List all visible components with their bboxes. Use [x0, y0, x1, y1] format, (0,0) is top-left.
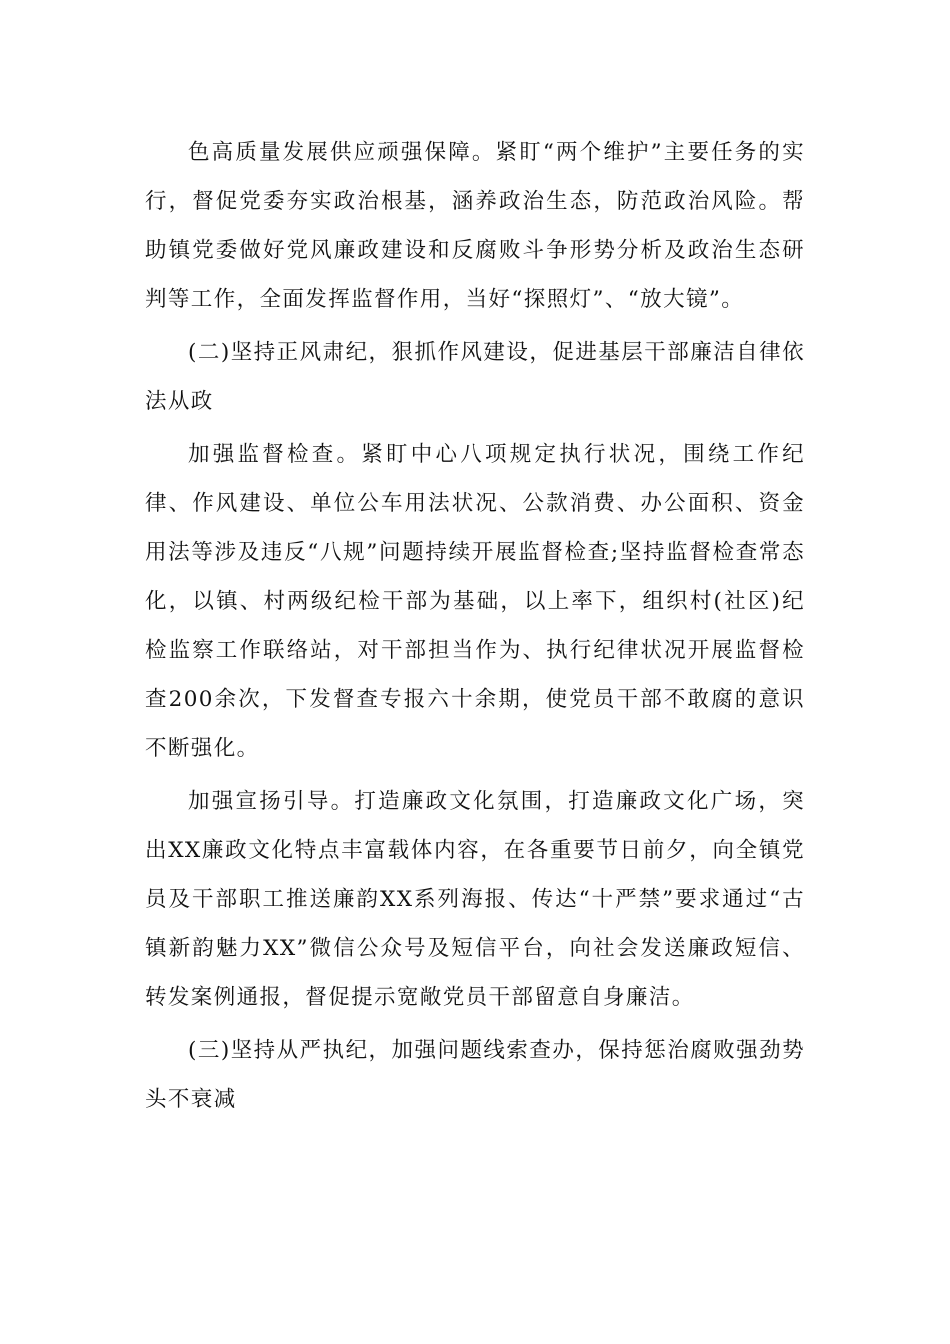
paragraph-supervision-inspection: 加强监督检查。紧盯中心八项规定执行状况，围绕工作纪律、作风建设、单位公车用法状况、公款消费、办公面积、资金用法等涉及违反“八规”问题持续开展监督检查;坚持监督检查常态化，以镇、村两级纪检干部为基础，以上率下，组织村(社区)纪检监察工作联络站，对干部担当作为、执行纪律状况开展监督检查200余次，下发督查专报六十余期，使党员干部不敢腐的意识不断强化。: [145, 442, 805, 761]
section-heading-three: (三)坚持从严执纪，加强问题线索查办，保持惩治腐败强劲势头不衰减: [145, 1038, 805, 1112]
paragraph-publicity-guidance: 加强宣扬引导。打造廉政文化氛围，打造廉政文化广场，突出XX廉政文化特点丰富载体内容，在各重要节日前夕，向全镇党员及干部职工推送廉韵XX系列海报、传达“十严禁”要求通过“古镇新韵魅力XX”微信公众号及短信平台，向社会发送廉政短信、转发案例通报，督促提示宽敞党员干部留意自身廉洁。: [145, 789, 805, 1010]
document-body: [145, 128, 805, 1124]
section-heading-two: (二)坚持正风肃纪，狠抓作风建设，促进基层干部廉洁自律依法从政: [145, 340, 805, 414]
paragraph-party-committee-support: 色高质量发展供应顽强保障。紧盯“两个维护”主要任务的实行，督促党委夯实政治根基，涵养政治生态，防范政治风险。帮助镇党委做好党风廉政建设和反腐败斗争形势分析及政治生态研判等工作，全面发挥监督作用，当好“探照灯”、“放大镜”。: [145, 140, 805, 312]
